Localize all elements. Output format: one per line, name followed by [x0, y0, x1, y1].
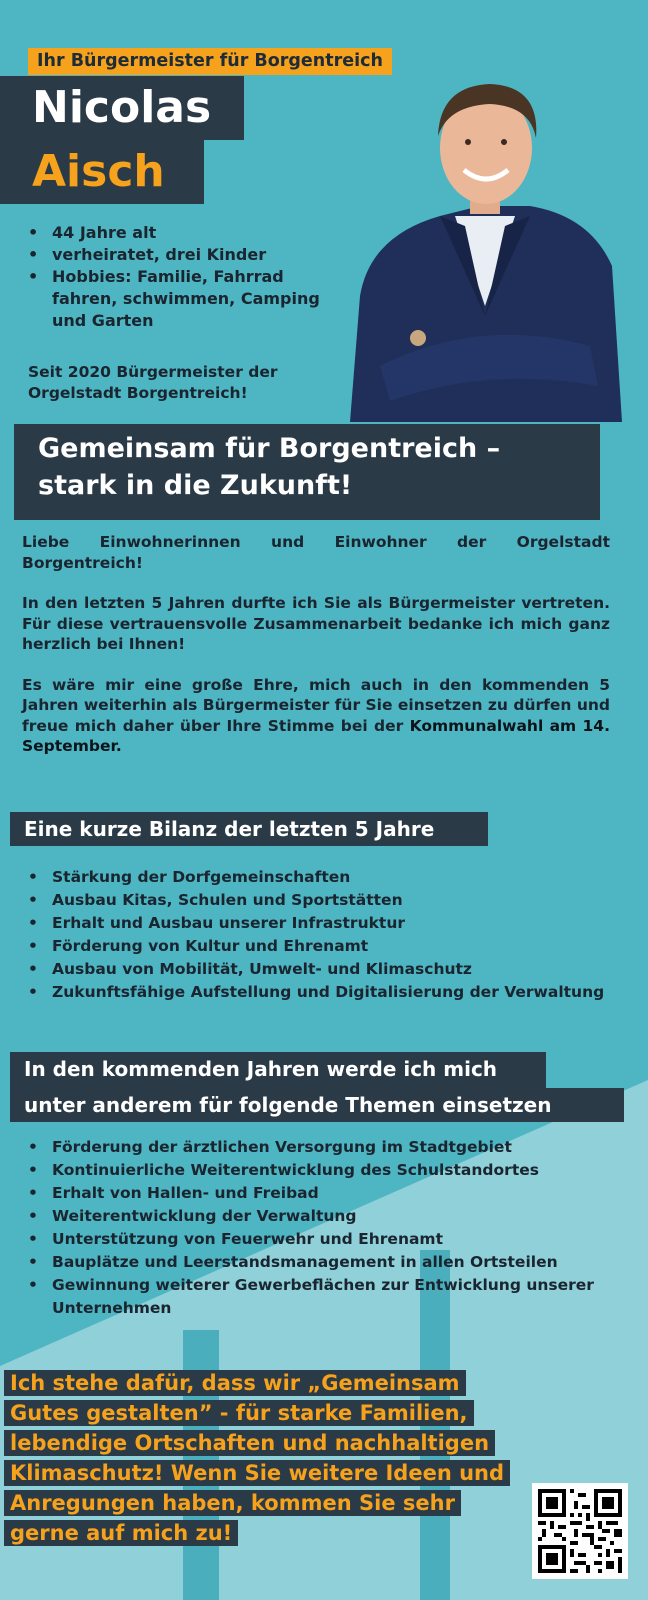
- list-item: • Förderung der ärztlichen Versorgung im Stadtgebiet: [26, 1136, 624, 1159]
- list-item: • Erhalt von Hallen- und Freibad: [26, 1182, 624, 1205]
- list-item: • Zukunftsfähige Aufstellung und Digitalisierung der Verwaltung: [26, 981, 624, 1004]
- section-heading-bilanz: Eine kurze Bilanz der letzten 5 Jahre: [10, 812, 488, 846]
- fact-item: • verheiratet, drei Kinder: [28, 244, 338, 266]
- intro-paragraph: In den letzten 5 Jahren durfte ich Sie als Bürgermeister vertreten. Für diese vertrauensvolle Zusammenarbeit bedanke ich mich ganz herzlich bei Ihnen!: [22, 594, 610, 653]
- list-item: • Kontinuierliche Weiterentwicklung des Schulstandortes: [26, 1159, 624, 1182]
- slogan-banner: [14, 424, 600, 520]
- intro-text: [22, 532, 610, 777]
- last-name-block: [0, 140, 204, 204]
- qr-code[interactable]: [532, 1483, 628, 1579]
- list-item: • Unterstützung von Feuerwehr und Ehrenamt: [26, 1228, 624, 1251]
- intro-paragraph-closing: [22, 675, 610, 757]
- closing-statement: [4, 1368, 524, 1548]
- personal-facts: [28, 222, 338, 332]
- first-name-block: [0, 76, 244, 140]
- list-item: • Erhalt und Ausbau unserer Infrastruktur: [26, 912, 624, 935]
- list-item: • Ausbau Kitas, Schulen und Sportstätten: [26, 889, 624, 912]
- intro-paragraph-text: Es wäre mir eine große Ehre, mich auch in den kommenden 5 Jahren weiterhin als Bürgermeister für Sie einsetzen zu dürfen und freue mich daher über Ihre Stimme bei der: [22, 675, 610, 735]
- themen-list: [26, 1136, 624, 1320]
- intro-paragraph: Liebe Einwohnerinnen und Einwohner der Orgelstadt Borgentreich!: [22, 533, 610, 572]
- slogan-line-2: stark in die Zukunft!: [38, 470, 353, 501]
- fact-item: • 44 Jahre alt: [28, 222, 338, 244]
- section-heading-themen-line-2: unter anderem für folgende Themen einsetzen: [10, 1088, 624, 1122]
- closing-text: Ich stehe dafür, dass wir „Gemeinsam Gutes gestalten” - für starke Familien, lebendige Ortschaften und nachhaltigen Klimaschutz! Wenn Sie weitere Ideen und Anregungen haben, kommen Sie sehr gerne auf mich zu!: [4, 1370, 510, 1546]
- slogan-line-1: Gemeinsam für Borgentreich –: [38, 433, 501, 464]
- bilanz-list: [26, 866, 624, 1004]
- list-item: • Ausbau von Mobilität, Umwelt- und Klimaschutz: [26, 958, 624, 981]
- first-name: Nicolas: [32, 82, 212, 133]
- election-date: Kommunalwahl am 14. September.: [22, 716, 610, 755]
- since-statement: Seit 2020 Bürgermeister der Orgelstadt Borgentreich!: [28, 363, 278, 402]
- candidate-portrait: [340, 66, 626, 422]
- tagline: Ihr Bürgermeister für Borgentreich: [28, 48, 392, 75]
- section-heading-themen-line-1: In den kommenden Jahren werde ich mich: [10, 1052, 546, 1088]
- fact-item: • Hobbies: Familie, Fahrrad fahren, schwimmen, Camping und Garten: [28, 266, 338, 332]
- list-item: • Gewinnung weiterer Gewerbeflächen zur Entwicklung unserer Unternehmen: [26, 1274, 624, 1320]
- list-item: • Weiterentwicklung der Verwaltung: [26, 1205, 624, 1228]
- list-item: • Förderung von Kultur und Ehrenamt: [26, 935, 624, 958]
- list-item: • Stärkung der Dorfgemeinschaften: [26, 866, 624, 889]
- last-name: Aisch: [32, 146, 165, 197]
- list-item: • Bauplätze und Leerstandsmanagement in allen Ortsteilen: [26, 1251, 624, 1274]
